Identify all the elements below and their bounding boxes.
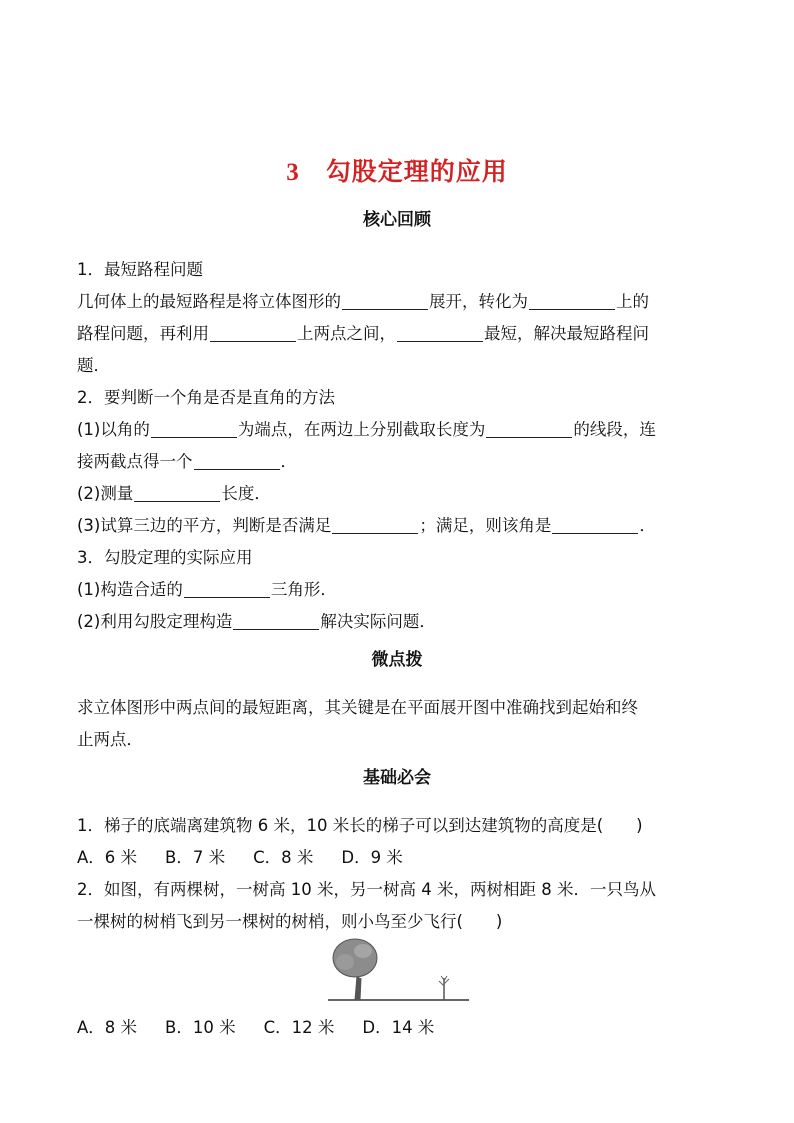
text-segment: 接两截点得一个 — [77, 452, 193, 471]
review-s1-heading: 1．最短路程问题 — [77, 260, 203, 279]
review-s3-heading: 3．勾股定理的实际应用 — [77, 548, 253, 567]
fill-blank — [151, 419, 237, 438]
review-s1-line3: 题． — [77, 356, 110, 375]
review-s2-item1 — [77, 418, 656, 442]
text-segment: 上两点之间， — [297, 324, 396, 343]
text-segment: 长度． — [221, 484, 271, 503]
question-1-options — [77, 846, 431, 870]
option-c[interactable]: C．8 米 — [253, 848, 314, 867]
text-segment: 最短，解决最短路程问 — [484, 324, 649, 343]
page-title — [0, 152, 794, 188]
question-2-options — [77, 1016, 462, 1040]
review-s3-item2 — [77, 610, 436, 634]
tips-line2: 止两点． — [77, 730, 143, 749]
fill-blank — [552, 515, 638, 534]
text-segment: 路程问题，再利用 — [77, 324, 209, 343]
question-1: 1．梯子的底端离建筑物 6 米，10 米长的梯子可以到达建筑物的高度是( ) — [77, 816, 643, 835]
text-segment: 展开，转化为 — [429, 292, 528, 311]
tall-tree-crown-shade — [336, 954, 354, 970]
text-segment: 为端点，在两边上分别截取长度为 — [237, 420, 486, 439]
text-segment: ． — [280, 452, 297, 471]
option-a[interactable]: A．6 米 — [77, 848, 138, 867]
question-2-line2: 一棵树的树梢飞到另一棵树的树梢，则小鸟至少飞行( ) — [77, 912, 503, 931]
question-2-line1: 2．如图，有两棵树，一树高 10 米，另一树高 4 米，两树相距 8 米．一只鸟从 — [77, 880, 656, 899]
text-segment: 三角形． — [270, 580, 337, 599]
text-segment: ． — [639, 516, 656, 535]
tall-tree-crown-highlight — [354, 944, 372, 958]
fill-blank — [184, 579, 270, 598]
review-s1-line1 — [77, 290, 649, 314]
fill-blank — [233, 611, 319, 630]
review-s3-item1 — [77, 578, 337, 602]
option-b[interactable]: B．7 米 — [165, 848, 226, 867]
text-segment: (1)以角的 — [77, 420, 150, 439]
title-text: 勾股定理的应用 — [325, 157, 508, 186]
fill-blank — [210, 323, 296, 342]
fill-blank — [342, 291, 428, 310]
review-s1-line2 — [77, 322, 649, 346]
fill-blank — [397, 323, 483, 342]
option-c[interactable]: C．12 米 — [263, 1018, 335, 1037]
review-s2-heading: 2．要判断一个角是否是直角的方法 — [77, 388, 335, 407]
section-heading-basics: 基础必会 — [363, 768, 431, 788]
text-segment: (2)测量 — [77, 484, 134, 503]
two-trees-figure — [326, 934, 476, 1004]
section-heading-review: 核心回顾 — [363, 210, 431, 230]
text-segment: ；满足，则该角是 — [419, 516, 552, 535]
review-s2-item2 — [77, 482, 271, 506]
fill-blank — [194, 451, 280, 470]
text-segment: (2)利用勾股定理构造 — [77, 612, 233, 631]
fill-blank — [486, 419, 572, 438]
text-segment: (3)试算三边的平方，判断是否满足 — [77, 516, 332, 535]
text-segment: 解决实际问题． — [320, 612, 436, 631]
review-s2-item3 — [77, 514, 656, 538]
review-s2-item1-cont — [77, 450, 297, 474]
section-heading-tips: 微点拨 — [371, 650, 423, 670]
tips-line1: 求立体图形中两点间的最短距离，其关键是在平面展开图中准确找到起始和终 — [77, 698, 638, 717]
title-number: 3 — [286, 159, 300, 186]
fill-blank — [529, 291, 615, 310]
option-a[interactable]: A．8 米 — [77, 1018, 138, 1037]
option-b[interactable]: B．10 米 — [165, 1018, 236, 1037]
text-segment: (1)构造合适的 — [77, 580, 183, 599]
text-segment: 的线段，连 — [573, 420, 656, 439]
option-d[interactable]: D．9 米 — [341, 848, 403, 867]
fill-blank — [332, 515, 418, 534]
text-segment: 上的 — [616, 292, 649, 311]
fill-blank — [134, 483, 220, 502]
option-d[interactable]: D．14 米 — [362, 1018, 435, 1037]
text-segment: 几何体上的最短路程是将立体图形的 — [77, 292, 341, 311]
